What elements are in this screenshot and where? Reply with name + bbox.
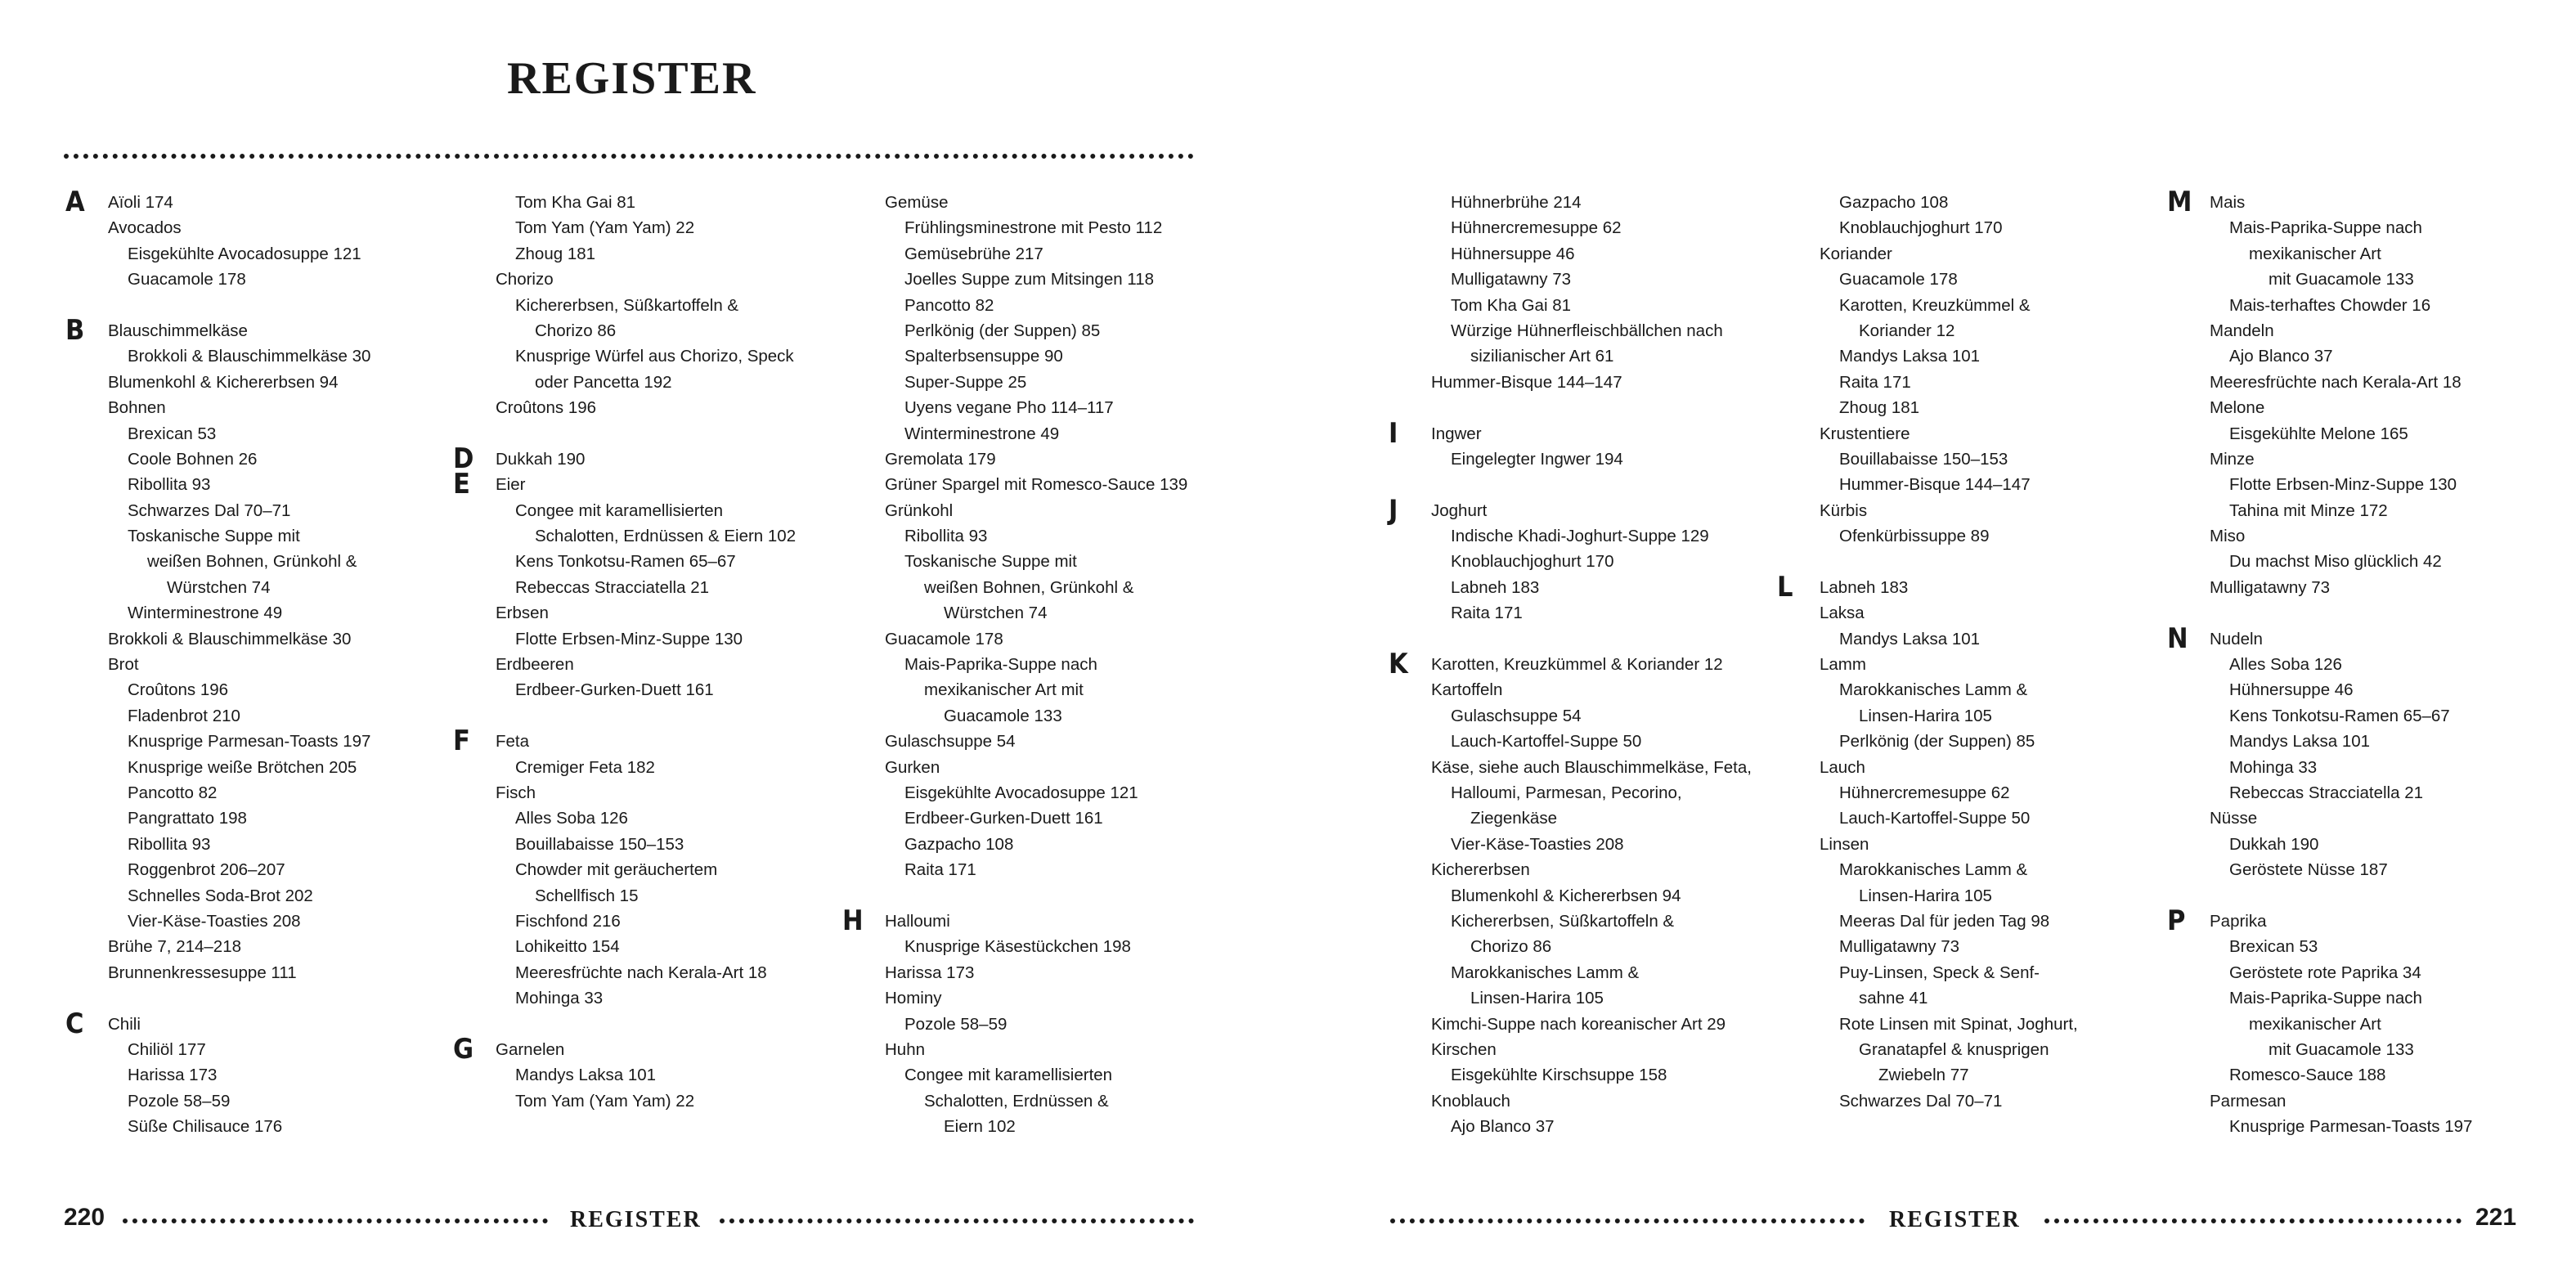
index-subentry: Joelles Suppe zum Mitsingen 118 — [904, 270, 1155, 289]
index-subentry: Dukkah 190 — [2229, 834, 2319, 854]
index-entry: Hummer-Bisque 144–147 — [1431, 372, 1622, 392]
index-entry: Kichererbsen — [1431, 860, 1530, 880]
index-subentry: Halloumi, Parmesan, Pecorino, — [1451, 783, 1682, 802]
index-subentry: Raita 171 — [904, 860, 976, 880]
index-subentry: Eisgekühlte Avocadosuppe 121 — [904, 783, 1138, 802]
index-subentry: Schwarzes Dal 70–71 — [128, 500, 291, 520]
index-entry: Blumenkohl & Kichererbsen 94 — [108, 372, 339, 392]
index-subentry: Knusprige Parmesan-Toasts 197 — [128, 732, 371, 752]
section-letter: L — [1777, 570, 1793, 604]
index-entry: Brot — [108, 655, 139, 675]
index-entry: Guacamole 178 — [885, 629, 1003, 648]
index-subentry: Mais-Paprika-Suppe nach — [2229, 989, 2422, 1008]
index-subentry: Alles Soba 126 — [515, 809, 628, 828]
right-page — [1288, 0, 2576, 1288]
index-column-3 — [842, 190, 1188, 1139]
index-entry: Garnelen — [496, 1039, 565, 1059]
index-subentry: Raita 171 — [1839, 372, 1911, 392]
index-subentry: Schalotten, Erdnüssen & Eiern 102 — [535, 527, 797, 546]
index-entry: Koriander — [1820, 244, 1892, 263]
index-entry: Gemüse — [885, 193, 949, 212]
index-subentry: Chorizo 86 — [1470, 937, 1552, 957]
index-column-6 — [2167, 186, 2473, 1139]
index-subentry: sahne 41 — [1859, 989, 1928, 1008]
index-entry: Avocados — [108, 218, 182, 238]
index-subentry: Eingelegter Ingwer 194 — [1451, 449, 1623, 469]
index-subentry: mexikanischer Art — [2249, 244, 2381, 263]
index-subentry: Frühlingsminestrone mit Pesto 112 — [904, 218, 1163, 238]
index-subentry: Guacamole 178 — [128, 270, 246, 289]
index-subentry: Brokkoli & Blauschimmelkäse 30 — [128, 347, 371, 366]
index-subentry: Ribollita 93 — [904, 527, 988, 546]
title-dotted-rule — [64, 154, 1194, 159]
index-subentry: Guacamole 133 — [944, 706, 1062, 725]
index-subentry: Meeresfrüchte nach Kerala-Art 18 — [515, 963, 767, 982]
index-entry: Kartoffeln — [1431, 680, 1503, 700]
index-entry: Meeresfrüchte nach Kerala-Art 18 — [2210, 372, 2462, 392]
section-letter: N — [2167, 622, 2188, 655]
index-entry: Kimchi-Suppe nach koreanischer Art 29 — [1431, 1014, 1726, 1034]
index-subentry: Mais-Paprika-Suppe nach — [2229, 218, 2422, 238]
footer-label: REGISTER — [1889, 1207, 2021, 1232]
index-entry: Knoblauch — [1431, 1091, 1510, 1111]
section-letter: K — [1389, 648, 1408, 681]
index-subentry: Gazpacho 108 — [1839, 193, 1949, 212]
section-gap — [885, 883, 1187, 909]
index-subentry: Blumenkohl & Kichererbsen 94 — [1451, 886, 1681, 905]
index-subentry: Mohinga 33 — [2229, 757, 2318, 777]
index-subentry: Kens Tonkotsu-Ramen 65–67 — [2229, 706, 2450, 725]
index-subentry: Chowder mit geräuchertem — [515, 860, 718, 880]
index-subentry: Indische Khadi-Joghurt-Suppe 129 — [1451, 527, 1709, 546]
section-letter: A — [65, 186, 85, 218]
index-entry: Linsen — [1820, 834, 1869, 854]
index-subentry: Pancotto 82 — [904, 295, 994, 315]
index-subentry: Tom Yam (Yam Yam) 22 — [515, 218, 695, 238]
index-entry: Kürbis — [1820, 500, 1868, 520]
index-entry: Chili — [108, 1014, 141, 1034]
index-subentry: Schalotten, Erdnüssen & — [924, 1091, 1109, 1111]
index-subentry: Ribollita 93 — [128, 475, 211, 495]
index-subentry: Gulaschsuppe 54 — [1451, 706, 1582, 725]
index-subentry: Eisgekühlte Avocadosuppe 121 — [128, 244, 361, 263]
section-gap — [1431, 472, 1752, 497]
index-subentry: Mandys Laksa 101 — [1839, 629, 1981, 648]
section-gap — [1820, 549, 2078, 574]
index-subentry: Tom Kha Gai 81 — [1451, 295, 1571, 315]
index-subentry: Bouillabaisse 150–153 — [1839, 449, 2008, 469]
index-subentry: mit Guacamole 133 — [2269, 1039, 2414, 1059]
section-letter: C — [65, 1007, 84, 1040]
index-subentry: Geröstete Nüsse 187 — [2229, 860, 2388, 880]
index-subentry: Puy-Linsen, Speck & Senf- — [1839, 963, 2040, 982]
index-subentry: Harissa 173 — [128, 1066, 218, 1085]
index-subentry: Winterminestrone 49 — [904, 424, 1060, 443]
index-subentry: Cremiger Feta 182 — [515, 757, 655, 777]
index-entry: Bohnen — [108, 398, 166, 418]
index-entry: Harissa 173 — [885, 963, 975, 982]
index-subentry: Marokkanisches Lamm & — [1839, 680, 2028, 700]
index-subentry: Meeras Dal für jeden Tag 98 — [1839, 911, 2050, 931]
index-subentry: Hühnersuppe 46 — [1451, 244, 1575, 263]
index-subentry: Congee mit karamellisierten — [904, 1066, 1113, 1085]
footer-dotted-rule-right — [720, 1218, 1194, 1223]
section-letter: I — [1389, 416, 1398, 450]
index-entry: Gurken — [885, 757, 940, 777]
index-entry: Erbsen — [496, 604, 549, 623]
index-subentry: Würzige Hühnerfleischbällchen nach — [1451, 321, 1723, 340]
page-title: REGISTER — [507, 53, 757, 104]
index-entry: Kirschen — [1431, 1039, 1497, 1059]
index-subentry: Ajo Blanco 37 — [1451, 1117, 1555, 1137]
index-entry: Käse, siehe auch Blauschimmelkäse, Feta, — [1431, 757, 1752, 777]
index-subentry: Kens Tonkotsu-Ramen 65–67 — [515, 552, 736, 572]
index-subentry: Chorizo 86 — [535, 321, 617, 340]
index-subentry: Hühnercremesuppe 62 — [1451, 218, 1622, 238]
index-subentry: Mais-Paprika-Suppe nach — [904, 655, 1097, 675]
page-number: 220 — [64, 1204, 105, 1231]
index-subentry: Knoblauchjoghurt 170 — [1839, 218, 2003, 238]
index-subentry: Zhoug 181 — [515, 244, 596, 263]
index-subentry: Eisgekühlte Kirschsuppe 158 — [1451, 1066, 1667, 1085]
index-subentry: Eiern 102 — [944, 1117, 1016, 1137]
index-subentry: Gazpacho 108 — [904, 834, 1014, 854]
index-subentry: Marokkanisches Lamm & — [1451, 963, 1640, 982]
footer-dotted-rule-left — [123, 1218, 548, 1223]
footer-dotted-rule-right — [2044, 1218, 2462, 1223]
index-entry: Karotten, Kreuzkümmel & Koriander 12 — [1431, 655, 1723, 675]
index-subentry: Pangrattato 198 — [128, 809, 247, 828]
index-subentry: Pozole 58–59 — [128, 1091, 231, 1111]
index-subentry: Croûtons 196 — [128, 680, 229, 700]
index-subentry: Toskanische Suppe mit — [904, 552, 1077, 572]
index-subentry: Mandys Laksa 101 — [1839, 347, 1981, 366]
index-entry: Parmesan — [2210, 1091, 2287, 1111]
index-subentry: Linsen-Harira 105 — [1470, 989, 1604, 1008]
index-subentry: mit Guacamole 133 — [2269, 270, 2414, 289]
section-letter: M — [2167, 186, 2192, 218]
index-subentry: Vier-Käse-Toasties 208 — [1451, 834, 1624, 854]
index-entry: Joghurt — [1431, 500, 1488, 520]
section-gap — [2210, 600, 2472, 626]
index-subentry: Congee mit karamellisierten — [515, 500, 724, 520]
index-subentry: Mandys Laksa 101 — [2229, 732, 2371, 752]
index-entry: Brokkoli & Blauschimmelkäse 30 — [108, 629, 352, 648]
section-gap — [108, 985, 370, 1011]
section-gap — [496, 703, 796, 729]
index-subentry: Rote Linsen mit Spinat, Joghurt, — [1839, 1014, 2078, 1034]
index-subentry: Schellfisch 15 — [535, 886, 639, 905]
index-entry: Gremolata 179 — [885, 449, 996, 469]
index-column-1 — [65, 186, 371, 1139]
index-entry: Croûtons 196 — [496, 398, 597, 418]
index-subentry: Knusprige Würfel aus Chorizo, Speck — [515, 347, 794, 366]
section-gap — [496, 421, 796, 447]
index-subentry: Lohikeitto 154 — [515, 937, 620, 957]
index-subentry: Lauch-Kartoffel-Suppe 50 — [1839, 809, 2031, 828]
index-subentry: Zhoug 181 — [1839, 398, 1920, 418]
index-entry: Lamm — [1820, 655, 1866, 675]
index-subentry: Tahina mit Minze 172 — [2229, 500, 2388, 520]
section-letter: D — [453, 442, 474, 475]
section-letter: G — [453, 1032, 474, 1066]
index-entry: Brühe 7, 214–218 — [108, 937, 241, 957]
index-subentry: Mais-terhaftes Chowder 16 — [2229, 295, 2431, 315]
index-entry: Blauschimmelkäse — [108, 321, 248, 340]
index-subentry: Labneh 183 — [1451, 577, 1540, 597]
index-subentry: Ziegenkäse — [1470, 809, 1557, 828]
index-subentry: oder Pancetta 192 — [535, 372, 672, 392]
index-subentry: Zwiebeln 77 — [1878, 1066, 1969, 1085]
index-subentry: Koriander 12 — [1859, 321, 1955, 340]
index-entry: Lauch — [1820, 757, 1865, 777]
index-subentry: Uyens vegane Pho 114–117 — [904, 398, 1114, 418]
index-entry: Dukkah 190 — [496, 449, 586, 469]
index-subentry: sizilianischer Art 61 — [1470, 347, 1614, 366]
index-subentry: Hummer-Bisque 144–147 — [1839, 475, 2031, 495]
index-subentry: Knusprige weiße Brötchen 205 — [128, 757, 357, 777]
section-letter: H — [842, 904, 864, 937]
index-subentry: Ofenkürbissuppe 89 — [1839, 527, 1990, 546]
index-column-5 — [1777, 190, 2078, 1114]
index-entry: Laksa — [1820, 604, 1865, 623]
section-letter: F — [453, 725, 470, 758]
section-gap — [1431, 395, 1752, 420]
index-entry: Nudeln — [2210, 629, 2263, 648]
index-entry: Grünkohl — [885, 500, 954, 520]
index-subentry: Erdbeer-Gurken-Duett 161 — [515, 680, 714, 700]
index-entry: Melone — [2210, 398, 2265, 418]
index-entry: Eier — [496, 475, 526, 495]
index-subentry: mexikanischer Art — [2249, 1014, 2381, 1034]
index-subentry: Süße Chilisauce 176 — [128, 1117, 283, 1137]
footer-dotted-rule-left — [1390, 1218, 1865, 1223]
index-subentry: Flotte Erbsen-Minz-Suppe 130 — [2229, 475, 2457, 495]
index-subentry: Flotte Erbsen-Minz-Suppe 130 — [515, 629, 743, 648]
index-subentry: mexikanischer Art mit — [924, 680, 1084, 700]
index-subentry: Romesco-Sauce 188 — [2229, 1066, 2386, 1085]
index-subentry: Linsen-Harira 105 — [1859, 706, 1992, 725]
index-subentry: Hühnercremesuppe 62 — [1839, 783, 2010, 802]
section-letter: B — [65, 313, 85, 347]
index-subentry: Mohinga 33 — [515, 989, 604, 1008]
index-subentry: Kichererbsen, Süßkartoffeln & — [515, 295, 739, 315]
index-subentry: Knusprige Parmesan-Toasts 197 — [2229, 1117, 2473, 1137]
index-entry: Krustentiere — [1820, 424, 1910, 443]
index-subentry: Pancotto 82 — [128, 783, 218, 802]
index-subentry: Gemüsebrühe 217 — [904, 244, 1043, 263]
section-letter: J — [1389, 493, 1398, 527]
index-entry: Huhn — [885, 1039, 926, 1059]
index-subentry: weißen Bohnen, Grünkohl & — [147, 552, 357, 572]
index-subentry: Karotten, Kreuzkümmel & — [1839, 295, 2031, 315]
index-subentry: Schnelles Soda-Brot 202 — [128, 886, 313, 905]
index-subentry: Perlkönig (der Suppen) 85 — [904, 321, 1101, 340]
index-subentry: Marokkanisches Lamm & — [1839, 860, 2028, 880]
index-subentry: Alles Soba 126 — [2229, 655, 2342, 675]
index-entry: Aïoli 174 — [108, 193, 173, 212]
index-entry: Minze — [2210, 449, 2255, 469]
index-entry: Gulaschsuppe 54 — [885, 732, 1016, 752]
index-entry: Fisch — [496, 783, 536, 802]
index-entry: Brunnenkressesuppe 111 — [108, 963, 297, 982]
index-subentry: Guacamole 178 — [1839, 270, 1958, 289]
index-subentry: Knoblauchjoghurt 170 — [1451, 552, 1614, 572]
index-entry: Erdbeeren — [496, 655, 574, 675]
index-subentry: Rebeccas Stracciatella 21 — [515, 577, 710, 597]
index-subentry: Würstchen 74 — [167, 577, 271, 597]
index-subentry: Winterminestrone 49 — [128, 604, 283, 623]
index-subentry: Rebeccas Stracciatella 21 — [2229, 783, 2424, 802]
index-subentry: Geröstete rote Paprika 34 — [2229, 963, 2421, 982]
index-entry: Feta — [496, 732, 530, 752]
index-entry: Mais — [2210, 193, 2246, 212]
section-letter: P — [2167, 904, 2186, 937]
index-subentry: Brexican 53 — [128, 424, 217, 443]
index-entry: Mandeln — [2210, 321, 2274, 340]
page-number: 221 — [2475, 1204, 2517, 1231]
index-subentry: Du machst Miso glücklich 42 — [2229, 552, 2442, 572]
index-subentry: Mandys Laksa 101 — [515, 1066, 657, 1085]
index-subentry: Vier-Käse-Toasties 208 — [128, 911, 301, 931]
index-subentry: Eisgekühlte Melone 165 — [2229, 424, 2408, 443]
index-column-2 — [453, 190, 797, 1114]
index-subentry: Ajo Blanco 37 — [2229, 347, 2333, 366]
index-subentry: Fischfond 216 — [515, 911, 621, 931]
section-gap — [108, 293, 370, 318]
footer-label: REGISTER — [570, 1207, 702, 1232]
index-entry: Miso — [2210, 527, 2246, 546]
index-subentry: Pozole 58–59 — [904, 1014, 1008, 1034]
index-subentry: Brexican 53 — [2229, 937, 2318, 957]
index-subentry: weißen Bohnen, Grünkohl & — [924, 577, 1134, 597]
index-column-4 — [1389, 190, 1752, 1139]
index-subentry: Coole Bohnen 26 — [128, 449, 258, 469]
index-entry: Ingwer — [1431, 424, 1482, 443]
index-subentry: Kichererbsen, Süßkartoffeln & — [1451, 911, 1675, 931]
index-subentry: Tom Kha Gai 81 — [515, 193, 635, 212]
section-gap — [2210, 883, 2472, 909]
index-subentry: Chiliöl 177 — [128, 1039, 206, 1059]
section-gap — [1431, 626, 1752, 652]
index-subentry: Ribollita 93 — [128, 834, 211, 854]
index-subentry: Spalterbsensuppe 90 — [904, 347, 1063, 366]
index-entry: Hominy — [885, 989, 942, 1008]
section-letter: E — [453, 468, 470, 501]
index-subentry: Knusprige Käsestückchen 198 — [904, 937, 1131, 957]
index-entry: Nüsse — [2210, 809, 2258, 828]
index-subentry: Schwarzes Dal 70–71 — [1839, 1091, 2003, 1111]
index-subentry: Toskanische Suppe mit — [128, 527, 300, 546]
index-entry: Halloumi — [885, 911, 950, 931]
index-subentry: Granatapfel & knusprigen — [1859, 1039, 2049, 1059]
index-subentry: Perlkönig (der Suppen) 85 — [1839, 732, 2035, 752]
index-subentry: Fladenbrot 210 — [128, 706, 240, 725]
index-subentry: Würstchen 74 — [944, 604, 1048, 623]
index-subentry: Erdbeer-Gurken-Duett 161 — [904, 809, 1103, 828]
index-subentry: Tom Yam (Yam Yam) 22 — [515, 1091, 695, 1111]
index-subentry: Hühnerbrühe 214 — [1451, 193, 1582, 212]
index-entry: Chorizo — [496, 270, 554, 289]
section-gap — [496, 1012, 796, 1037]
index-entry: Labneh 183 — [1820, 577, 1909, 597]
index-subentry: Bouillabaisse 150–153 — [515, 834, 684, 854]
index-entry: Mulligatawny 73 — [2210, 577, 2330, 597]
index-subentry: Mulligatawny 73 — [1451, 270, 1571, 289]
index-subentry: Raita 171 — [1451, 604, 1523, 623]
index-entry: Paprika — [2210, 911, 2267, 931]
index-subentry: Super-Suppe 25 — [904, 372, 1027, 392]
index-subentry: Linsen-Harira 105 — [1859, 886, 1992, 905]
index-subentry: Lauch-Kartoffel-Suppe 50 — [1451, 732, 1642, 752]
index-subentry: Roggenbrot 206–207 — [128, 860, 285, 880]
index-subentry: Mulligatawny 73 — [1839, 937, 1959, 957]
index-subentry: Hühnersuppe 46 — [2229, 680, 2354, 700]
index-entry: Grüner Spargel mit Romesco-Sauce 139 — [885, 475, 1188, 495]
